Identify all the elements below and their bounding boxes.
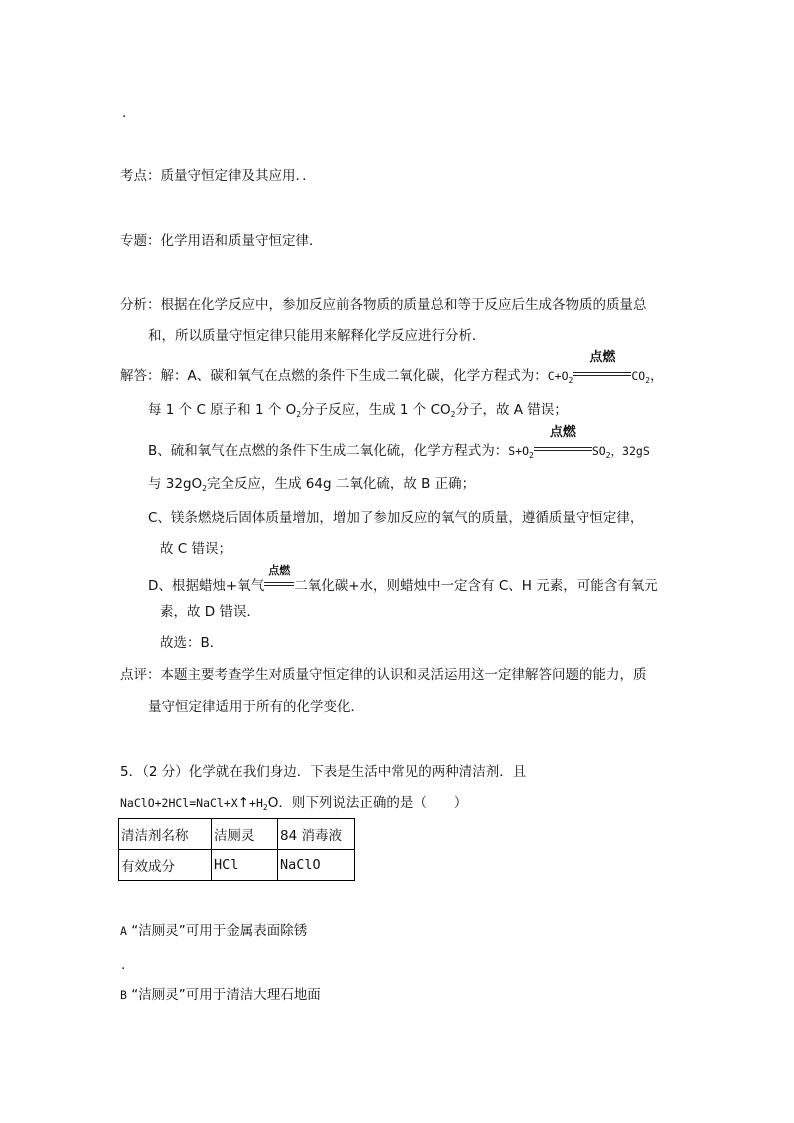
leading-dot: .	[122, 105, 127, 121]
dianping-line-1	[120, 666, 647, 684]
zhuanti-label: 专题：	[120, 233, 161, 249]
answer-b2-part2: 完全反应，生成 64g 二氧化硫，故 B 正确；	[207, 476, 476, 492]
answer-a-text: 解：A、碳和氧气在点燃的条件下生成二氧化碳，化学方程式为：	[160, 368, 548, 384]
option-a-text: “洁厕灵”可用于金属表面除锈	[131, 923, 308, 939]
jieda-label: 解答：	[120, 368, 161, 384]
answer-d1-part1: D、根据蜡烛+氧气	[148, 578, 265, 594]
kaodian-text: 质量守恒定律及其应用．．	[160, 168, 316, 184]
fenxi-line-2: 和，所以质量守恒定律只能用来解释化学反应进行分析．	[148, 328, 486, 344]
fenxi-text-1: 根据在化学反应中，参加反应前各物质的质量总和等于反应后生成各物质的质量总	[160, 297, 647, 313]
jieda-answer: 故选：B．	[160, 635, 224, 651]
table-cell: 清洁剂名称	[119, 819, 212, 850]
table-cell: 洁厕灵	[212, 819, 278, 850]
table-cell: NaClO	[278, 850, 355, 881]
equals-bar	[573, 372, 631, 376]
table-cell: 84 消毒液	[278, 819, 355, 850]
jieda-line-b	[148, 425, 650, 465]
gas-arrow: ↑	[237, 795, 250, 811]
ignition-condition-arrow	[264, 564, 294, 592]
option-a-letter: A	[120, 924, 127, 938]
cleaner-table	[118, 818, 355, 881]
subscript: 2	[296, 410, 302, 419]
question-5-line-1: 5．（2 分）化学就在我们身边．下表是生活中常见的两种清洁剂．且	[120, 764, 527, 780]
jieda-line-a2	[148, 401, 568, 424]
kaodian-line	[120, 167, 316, 185]
fenxi-label: 分析：	[120, 297, 161, 313]
subscript: 2	[262, 803, 268, 812]
ignition-condition-arrow	[534, 425, 592, 457]
question-5-equation	[120, 794, 467, 817]
option-a	[120, 922, 307, 940]
condition-text: 点燃	[549, 425, 576, 440]
table-row	[119, 850, 355, 881]
equation-b-left: S+O	[508, 444, 530, 458]
table-row	[119, 819, 355, 850]
equation-b-right: SO	[591, 444, 606, 458]
subscript: 2	[202, 484, 207, 493]
zhuanti-text: 化学用语和质量守恒定律．	[160, 233, 323, 249]
jieda-line-c1: C、镁条燃烧后固体质量增加，增加了参加反应的氧气的质量，遵循质量守恒定律，	[148, 510, 644, 526]
answer-b2-part1: 与 32gO	[148, 476, 203, 492]
jieda-line-b2	[148, 475, 475, 498]
dianping-text-1: 本题主要考查学生对质量守恒定律的认识和灵活运用这一定律解答问题的能力，质	[160, 667, 647, 683]
table-cell: 有效成分	[119, 850, 212, 881]
subscript: 2	[529, 451, 534, 460]
dianping-line-2: 量守恒定律适用于所有的化学变化．	[148, 699, 364, 715]
subscript: 2	[568, 376, 574, 385]
condition-text: 点燃	[268, 564, 291, 577]
answer-a2-part1: 每 1 个 C 原子和 1 个 O	[148, 402, 297, 418]
jieda-line-a	[120, 350, 664, 390]
kaodian-label: 考点：	[120, 168, 161, 184]
jieda-line-c2: 故 C 错误；	[160, 541, 233, 557]
option-b	[120, 986, 321, 1004]
condition-text: 点燃	[589, 350, 616, 365]
equals-bar	[264, 582, 294, 586]
fenxi-line-1	[120, 296, 647, 314]
table-cell: HCl	[212, 850, 278, 881]
equation-text: NaClO+2HCl=NaCl+X	[120, 796, 238, 810]
zhuanti-line	[120, 232, 323, 250]
subscript: 2	[645, 376, 651, 385]
equals-bar	[534, 447, 592, 451]
option-b-letter: B	[120, 988, 127, 1002]
subscript: 2	[450, 410, 456, 419]
dianping-label: 点评：	[120, 667, 161, 683]
equation-a-left: C+O	[547, 369, 569, 383]
equation-h: +H	[249, 796, 263, 810]
equation-a-right: CO	[631, 369, 646, 383]
answer-a2-part3: 分子，故 A 错误；	[455, 402, 568, 418]
answer-a2-part2: 分子反应，生成 1 个 CO	[301, 402, 451, 418]
ignition-condition-arrow	[573, 350, 631, 382]
equation-b-end: ，32gS	[610, 444, 650, 458]
option-b-text: “洁厕灵”可用于清洁大理石地面	[131, 987, 321, 1003]
equation-a-end: ，	[650, 368, 664, 384]
equation-o: O．则下列说法正确的是（ ）	[267, 795, 468, 811]
answer-b-text: B、硫和氧气在点燃的条件下生成二氧化硫，化学方程式为：	[148, 443, 509, 459]
option-dot: .	[121, 957, 126, 973]
answer-d1-part2: 二氧化碳+水，则蜡烛中一定含有 C、H 元素，可能含有氧元	[294, 578, 658, 594]
jieda-line-d1	[148, 564, 658, 595]
subscript: 2	[605, 451, 611, 460]
jieda-line-d2: 素，故 D 错误．	[160, 604, 260, 620]
